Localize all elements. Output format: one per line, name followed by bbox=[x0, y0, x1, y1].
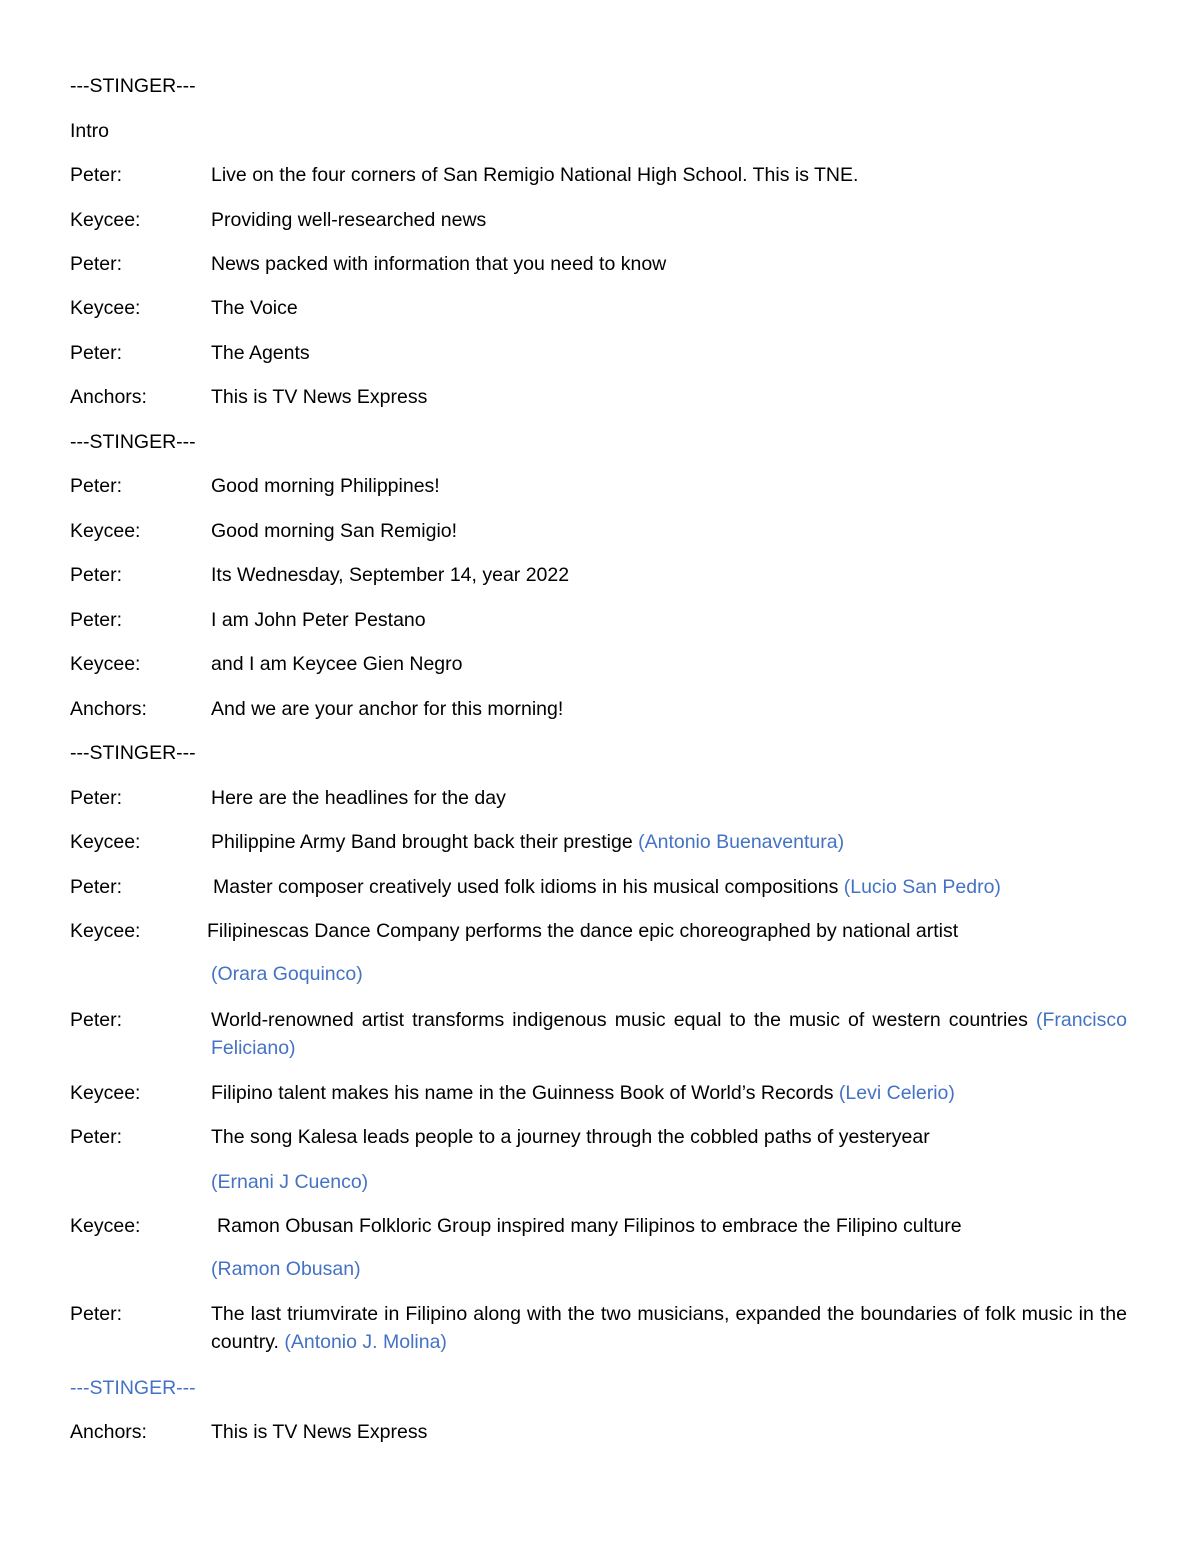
dialogue-text: Filipinescas Dance Company performs the dance epic choreographed by national artist bbox=[207, 920, 959, 942]
dialogue-text: This is TV News Express bbox=[211, 1421, 428, 1443]
speaker-label: Peter: bbox=[70, 1009, 123, 1031]
dialogue-text: Good morning Philippines! bbox=[211, 475, 440, 497]
credit-name: (Lucio San Pedro) bbox=[843, 876, 1001, 898]
dialogue-text bbox=[213, 873, 1129, 901]
speaker-label: Peter: bbox=[70, 1303, 123, 1325]
headline-text: Master composer creatively used folk idioms in his musical compositions bbox=[213, 876, 839, 898]
credit-name: (Antonio J. Molina) bbox=[284, 1331, 447, 1353]
headline-text: The last triumvirate in Filipino along with the two musicians, expanded the boundaries of folk music in the country. bbox=[211, 1303, 1127, 1353]
dialogue-text bbox=[211, 1300, 1127, 1356]
dialogue-text: The Voice bbox=[211, 297, 298, 319]
speaker-label: Keycee: bbox=[70, 1082, 141, 1104]
speaker-label: Peter: bbox=[70, 609, 123, 631]
speaker-label: Keycee: bbox=[70, 653, 141, 675]
headline-text: World-renowned artist transforms indigenous music equal to the music of western countries bbox=[211, 1009, 1028, 1031]
dialogue-text bbox=[211, 1006, 1127, 1062]
speaker-label: Peter: bbox=[70, 876, 123, 898]
dialogue-text: The song Kalesa leads people to a journey through the cobbled paths of yesteryear bbox=[211, 1126, 930, 1148]
speaker-label: Keycee: bbox=[70, 297, 141, 319]
credit-name: (Antonio Buenaventura) bbox=[638, 831, 845, 853]
speaker-label: Keycee: bbox=[70, 831, 141, 853]
credit-name: (Ernani J Cuenco) bbox=[211, 1171, 369, 1193]
credit-name: (Ramon Obusan) bbox=[211, 1258, 361, 1280]
speaker-label: Peter: bbox=[70, 475, 123, 497]
dialogue-text bbox=[211, 1079, 1127, 1107]
speaker-label: Peter: bbox=[70, 1126, 123, 1148]
headline-text: Philippine Army Band brought back their prestige bbox=[211, 831, 633, 853]
speaker-label: Keycee: bbox=[70, 520, 141, 542]
dialogue-text: Good morning San Remigio! bbox=[211, 520, 458, 542]
speaker-label: Keycee: bbox=[70, 920, 141, 942]
dialogue-text: Ramon Obusan Folkloric Group inspired many Filipinos to embrace the Filipino culture bbox=[217, 1215, 962, 1237]
dialogue-text bbox=[211, 828, 1127, 856]
credit-name: (Orara Goquinco) bbox=[211, 963, 363, 985]
dialogue-text: and I am Keycee Gien Negro bbox=[211, 653, 463, 675]
stinger-4: ---STINGER--- bbox=[70, 1377, 196, 1399]
credit-name: (Levi Celerio) bbox=[838, 1082, 955, 1104]
speaker-label: Peter: bbox=[70, 342, 123, 364]
speaker-label: Anchors: bbox=[70, 386, 147, 408]
intro-heading: Intro bbox=[70, 120, 110, 142]
dialogue-text: And we are your anchor for this morning! bbox=[211, 698, 564, 720]
dialogue-text: Here are the headlines for the day bbox=[211, 787, 506, 809]
speaker-label: Keycee: bbox=[70, 209, 141, 231]
speaker-label: Peter: bbox=[70, 253, 123, 275]
speaker-label: Anchors: bbox=[70, 1421, 147, 1443]
speaker-label: Anchors: bbox=[70, 698, 147, 720]
speaker-label: Peter: bbox=[70, 787, 123, 809]
dialogue-text: Live on the four corners of San Remigio National High School. This is TNE. bbox=[211, 164, 859, 186]
stinger-3: ---STINGER--- bbox=[70, 742, 196, 764]
dialogue-text: I am John Peter Pestano bbox=[211, 609, 426, 631]
dialogue-text: The Agents bbox=[211, 342, 310, 364]
speaker-label: Keycee: bbox=[70, 1215, 141, 1237]
credit-name: (Francisco Feliciano) bbox=[211, 1009, 1127, 1059]
stinger-2: ---STINGER--- bbox=[70, 431, 196, 453]
dialogue-text: This is TV News Express bbox=[211, 386, 428, 408]
headline-text: Filipino talent makes his name in the Guinness Book of World’s Records bbox=[211, 1082, 834, 1104]
dialogue-text: News packed with information that you need to know bbox=[211, 253, 667, 275]
dialogue-text: Its Wednesday, September 14, year 2022 bbox=[211, 564, 570, 586]
speaker-label: Peter: bbox=[70, 164, 123, 186]
speaker-label: Peter: bbox=[70, 564, 123, 586]
stinger-1: ---STINGER--- bbox=[70, 75, 196, 97]
dialogue-text: Providing well-researched news bbox=[211, 209, 487, 231]
